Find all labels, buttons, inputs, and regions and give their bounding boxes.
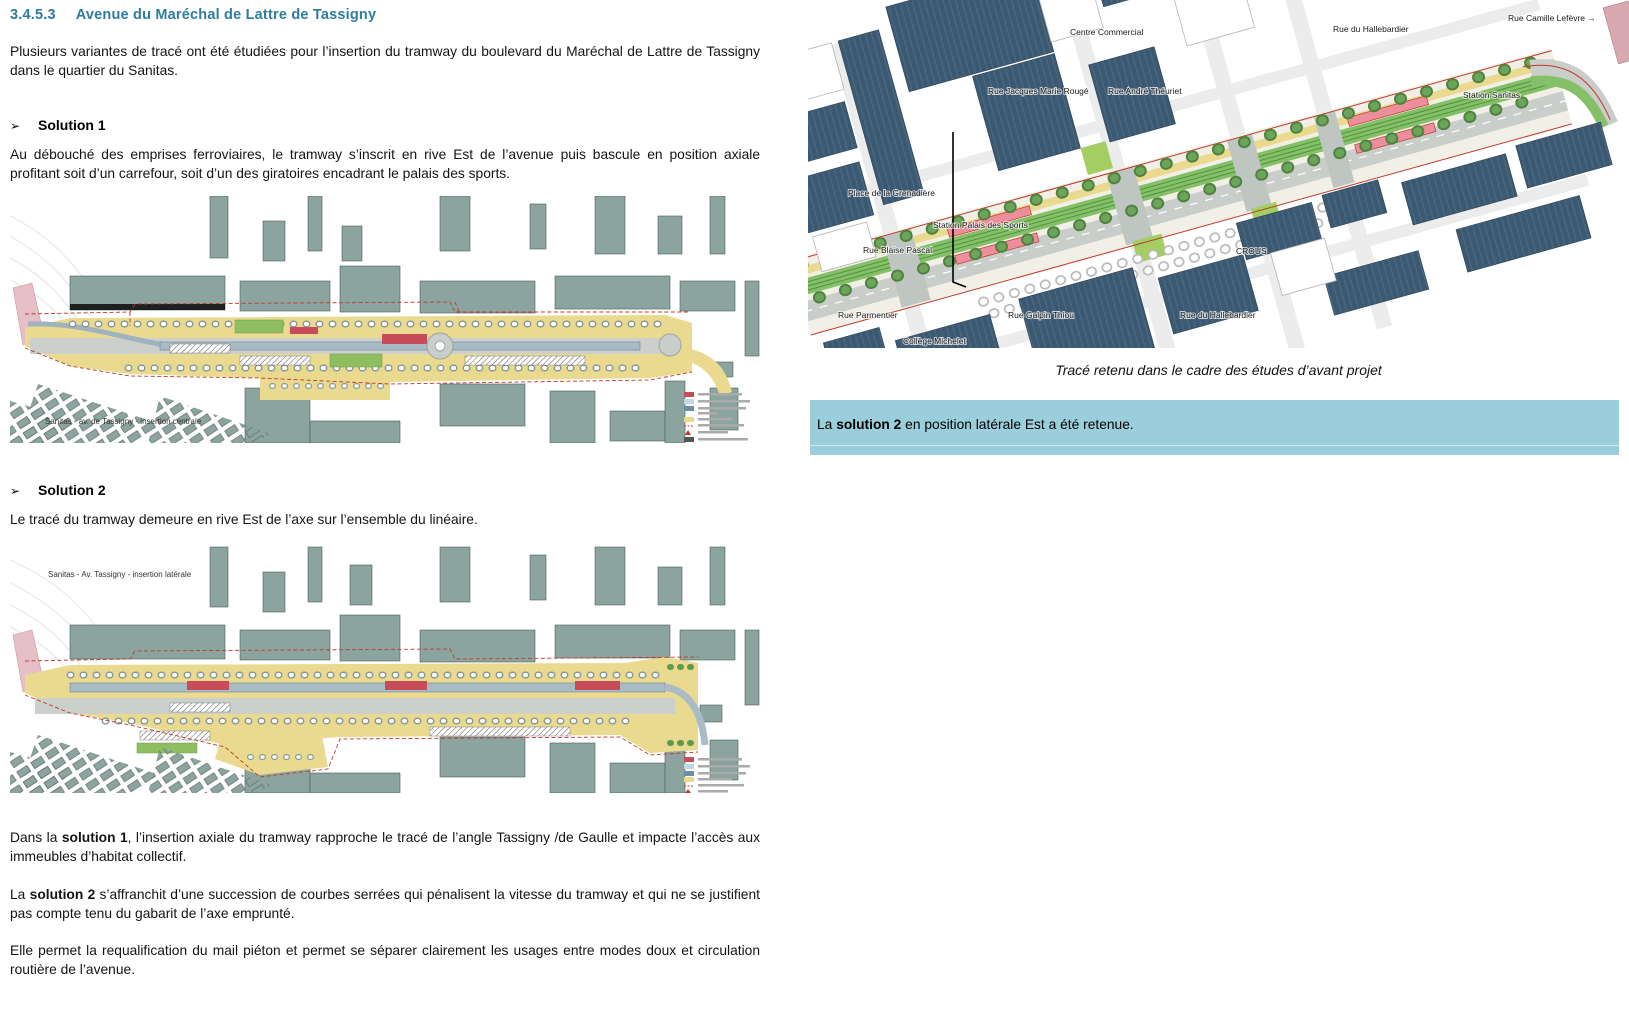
list-arrow-icon: ➢ <box>10 119 21 133</box>
discussion-paragraph-3: Elle permet la requalification du mail piéton et permet se séparer clairement les usages entre modes doux et circulation routière de l’avenue. <box>10 943 760 978</box>
label-station-sanitas: Station Sanitas <box>1463 90 1521 100</box>
solution1-paragraph: Au débouché des emprises ferroviaires, le tramway s’inscrit en rive Est de l’avenue puis bascule en position axiale profitant soit d’un carrefour, soit d’un des giratoires encadrant le palais des sports. <box>10 147 760 182</box>
p2-prefix: La <box>10 887 30 902</box>
label-rue-du-hallebardier-nord: Rue du Hallebardier <box>1333 24 1409 34</box>
paving-strip <box>140 731 210 740</box>
label-rue-camille-lefevre: Rue Camille Lefèvre → <box>1508 13 1596 23</box>
station-platform <box>290 327 318 334</box>
building-shadow <box>70 304 225 310</box>
paving-strip <box>170 344 230 353</box>
solution1-heading <box>10 117 760 133</box>
p2-bold: solution 2 <box>29 887 96 902</box>
p2-suffix: s’affranchit d’une succession de courbes serrées qui pénalisent la vitesse du tramway et qui ne se justifient pas compte tenu du gabarit de l’axe emprunté. <box>10 887 760 922</box>
station-platform <box>382 334 427 344</box>
map2-title: Sanitas - Av. Tassigny - insertion latérale <box>48 570 192 579</box>
callout-prefix: La <box>817 417 837 432</box>
discussion-paragraph-1 <box>10 828 760 867</box>
callout-bold: solution 2 <box>836 417 902 432</box>
list-arrow-icon: ➢ <box>10 484 21 498</box>
station-platform <box>385 681 427 690</box>
paving-strip <box>430 727 570 736</box>
plan-map-solution1 <box>10 196 760 443</box>
paving-strip <box>465 356 585 365</box>
paving-strip <box>170 703 230 712</box>
label-college-michelet: Collège Michelet <box>903 336 966 346</box>
discussion-paragraph-2 <box>10 885 760 924</box>
intro-paragraph: Plusieurs variantes de tracé ont été étudiées pour l’insertion du tramway du boulevard du Maréchal de Lattre de Tassigny dans le quartier du Sanitas. <box>10 44 760 79</box>
solution2-label: Solution 2 <box>38 482 106 498</box>
p1-suffix: , l’insertion axiale du tramway rapproche le tracé de l’angle Tassigny /de Gaulle et impacte l’accès aux immeubles d’habitat collectif. <box>10 830 760 865</box>
p1-bold: solution 1 <box>61 830 128 845</box>
label-station-palais-des-sports: Station Palais des Sports <box>933 220 1028 230</box>
solution1-label: Solution 1 <box>38 117 106 133</box>
p1-prefix: Dans la <box>10 830 62 845</box>
label-rue-andre-theuriet: Rue André Théuriet <box>1108 86 1182 96</box>
label-rue-parmentier: Rue Parmentier <box>838 310 898 320</box>
section-number: 3.4.5.3 <box>10 7 56 23</box>
lawn <box>330 354 382 367</box>
paving-strip <box>240 356 310 365</box>
label-rue-jacques-marie-rouge: Rue Jacques Marie Rougé <box>988 86 1089 96</box>
section-title: Avenue du Maréchal de Lattre de Tassigny <box>75 7 377 23</box>
callout-suffix: en position latérale Est a été retenue. <box>901 417 1134 432</box>
decision-text <box>817 417 1134 432</box>
corridor-fan <box>215 723 328 775</box>
label-rue-galpin-thiou: Rue Galpin Thiou <box>1008 310 1074 320</box>
section-heading <box>10 7 770 23</box>
map-caption: Tracé retenu dans le cadre des études d’avant projet <box>1055 362 1382 378</box>
label-centre-commercial: Centre Commercial <box>1070 27 1144 37</box>
solution2-paragraph: Le tracé du tramway demeure en rive Est de l’axe sur l’ensemble du linéaire. <box>10 512 478 527</box>
lawn <box>235 320 283 333</box>
decision-callout <box>810 400 1619 455</box>
station-platform <box>575 681 620 690</box>
detail-map-avant-projet <box>808 0 1629 348</box>
label-rue-du-hallebardier-sud: Rue du Hallebardier <box>1180 310 1256 320</box>
callout-divider <box>810 445 1619 446</box>
roadway <box>35 698 675 714</box>
map1-title: Sanitas - av. de Tassigny - insertion centrale <box>45 417 202 426</box>
plan-map-solution2 <box>10 545 760 793</box>
giratoire <box>659 334 681 356</box>
pink-building <box>1603 1 1629 64</box>
label-crous: CROUS <box>1236 246 1267 256</box>
giratoire-center <box>435 341 445 351</box>
station-platform <box>187 681 229 690</box>
solution2-heading <box>10 482 760 498</box>
label-rue-blaise-pascal: Rue Blaise Pascal <box>863 245 932 255</box>
label-place-de-la-grenadiere: Place de la Grenadière <box>848 188 935 198</box>
